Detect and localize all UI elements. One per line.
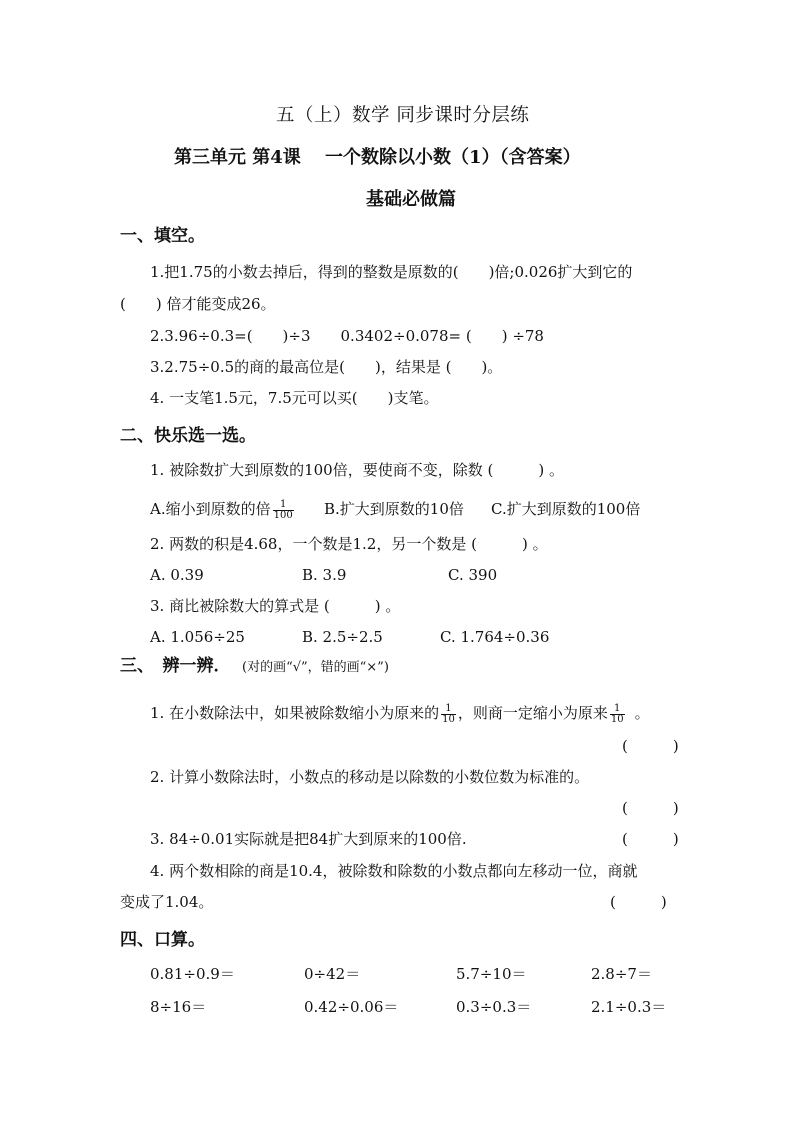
s1-q4: 4. 一支笔1.5元，7.5元可以买( )支笔。 (150, 389, 439, 407)
oral-calc-item: 2.1÷0.3＝ (591, 998, 667, 1016)
fraction-1-10: $\frac{1}{10}$ (442, 702, 455, 725)
s3-q4-line1: 4. 两个数相除的商是10.4，被除数和除数的小数点都向左移动一位，商就 (150, 862, 638, 880)
oral-calc-item: 0.3÷0.3＝ (456, 998, 532, 1016)
s2-q3-option-c: C. 1.764÷0.36 (440, 628, 550, 646)
oral-calc-item: 5.7÷10＝ (456, 965, 527, 983)
s2-q1-option-a-text: A.缩小到原数的倍 (150, 500, 271, 518)
s3-q2: 2. 计算小数除法时，小数点的移动是以除数的小数位数为标准的。 (150, 768, 590, 786)
s3-q3-answer-paren: ( ) (622, 830, 679, 848)
s3-q1-text-mid: ，则商一定缩小为原来 (457, 704, 608, 722)
oral-calc-item: 0.81÷0.9＝ (150, 965, 235, 983)
oral-calc-item: 2.8÷7＝ (591, 965, 652, 983)
s1-q2: 2.3.96÷0.3=( )÷3 0.3402÷0.078= ( ) ÷78 (150, 327, 544, 345)
s3-q2-answer-paren: ( ) (622, 799, 679, 817)
s2-q2: 2. 两数的积是4.68，一个数是1.2，另一个数是 ( ) 。 (150, 535, 548, 553)
fraction-1-10-second: $\frac{1}{10}$ (610, 702, 624, 725)
oral-calc-item: 8÷16＝ (150, 998, 207, 1016)
s2-q3: 3. 商比被除数大的算式是 ( ) 。 (150, 597, 401, 615)
s1-q1-line2: ( ) 倍才能变成26。 (120, 295, 276, 313)
s2-q3-option-b: B. 2.5÷2.5 (302, 628, 383, 646)
section-4-heading: 四、口算。 (120, 930, 205, 950)
s3-q3: 3. 84÷0.01实际就是把84扩大到原来的100倍. (150, 830, 467, 848)
s3-q1 (150, 700, 650, 726)
oral-calc-item: 0÷42＝ (304, 965, 361, 983)
s3-q4-answer-paren: ( ) (610, 893, 667, 911)
page-subtitle: 第三单元 第4课 一个数除以小数（1）（含答案） (174, 147, 581, 168)
s3-q1-answer-paren: ( ) (622, 737, 679, 755)
level-heading: 基础必做篇 (366, 189, 456, 210)
s2-q2-option-b: B. 3.9 (302, 566, 347, 584)
s1-q3: 3.2.75÷0.5的商的最高位是( )，结果是 ( )。 (150, 358, 503, 376)
s2-q3-option-a: A. 1.056÷25 (150, 628, 245, 646)
s1-q1-line1: 1.把1.75的小数去掉后，得到的整数是原数的( )倍;0.026扩大到它的 (150, 263, 633, 281)
s2-q2-option-a: A. 0.39 (150, 566, 204, 584)
section-3-note: (对的画“√”，错的画“×”) (242, 660, 389, 675)
fraction-1-100: $\frac{1}{100}$ (273, 498, 293, 521)
s2-q1: 1. 被除数扩大到原数的100倍，要使商不变，除数 ( ) 。 (150, 461, 564, 479)
s2-q1-option-a (150, 496, 296, 522)
s3-q1-text-end: 。 (634, 704, 650, 722)
s3-q1-text: 1. 在小数除法中，如果被除数缩小为原来的 (150, 704, 440, 722)
s2-q1-option-c: C.扩大到原数的100倍 (491, 500, 641, 518)
page-title: 五（上）数学 同步课时分层练 (276, 105, 530, 126)
s3-q4-line2: 变成了1.04。 (120, 893, 214, 911)
s2-q1-option-b: B.扩大到原数的10倍 (324, 500, 464, 518)
section-1-heading: 一、填空。 (120, 226, 205, 246)
section-3-heading: 三、 辨一辨． (120, 656, 231, 676)
section-2-heading: 二、快乐选一选。 (120, 426, 256, 446)
oral-calc-item: 0.42÷0.06＝ (304, 998, 399, 1016)
s2-q2-option-c: C. 390 (448, 566, 498, 584)
